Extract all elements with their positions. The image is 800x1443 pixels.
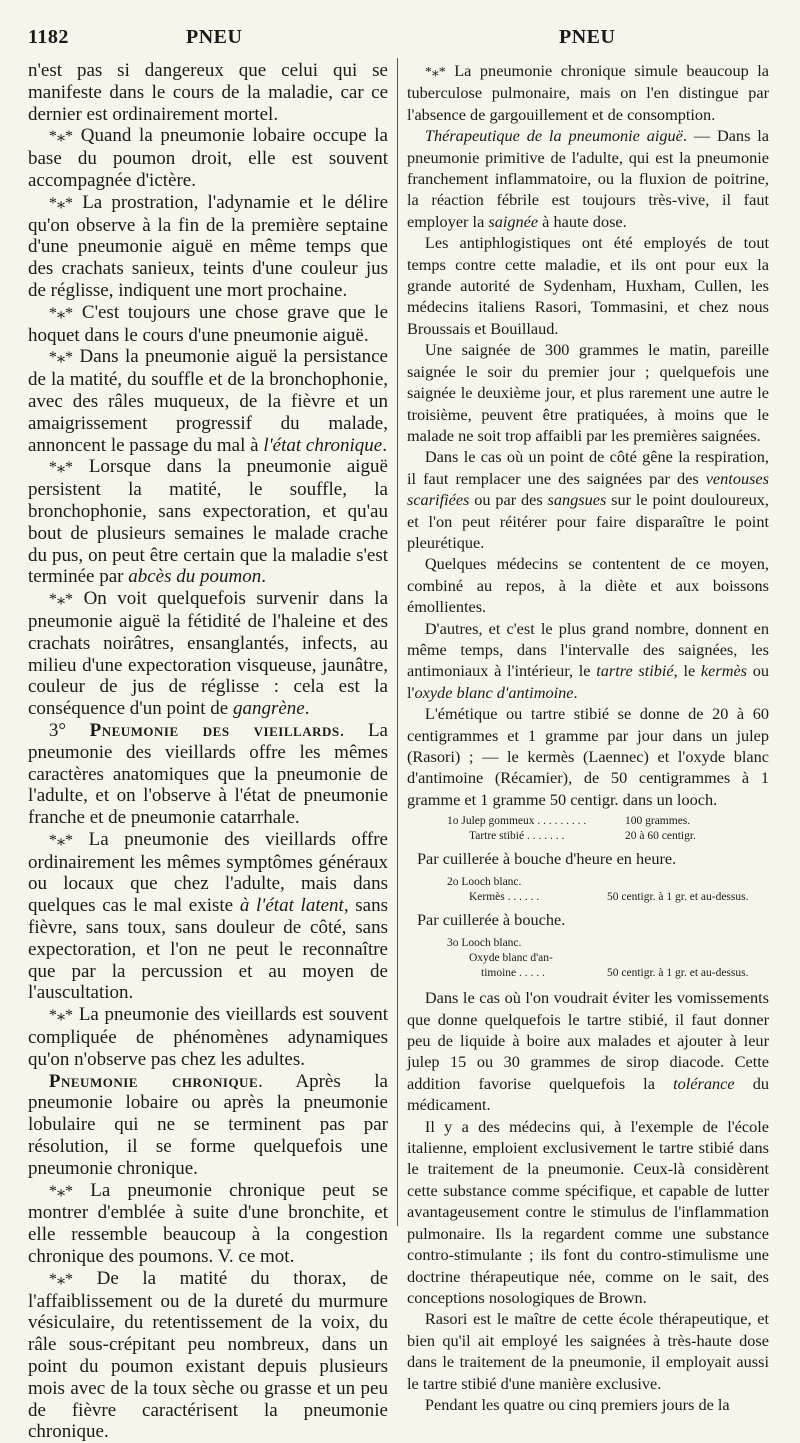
text-run: On voit quelquefois survenir dans la pneumonie aiguë la fétidité de l'haleine et des crachats noirâtres, ensanglantés, infects, au milieu d'une expectoration visqueuse, jaunâtre, couleur de jus de réglisse : cela est la conséquence d'un point de xyxy=(28,588,388,720)
text-run: l'état chronique xyxy=(263,434,383,456)
paragraph xyxy=(407,1116,769,1309)
text-run: ventouses scarifiées xyxy=(407,468,769,510)
section-heading-paragraph xyxy=(28,1071,388,1180)
text-run: *⁎* xyxy=(48,128,74,146)
text-run: *⁎* xyxy=(48,304,74,322)
text-run: gangrène xyxy=(232,698,305,720)
paragraph xyxy=(28,125,388,191)
paragraph xyxy=(28,1004,388,1070)
section-heading-paragraph xyxy=(28,720,388,829)
paragraph xyxy=(28,346,388,456)
text-run: Rasori est le maître de cette école thérapeutique, et bien qu'il ait employé les saignées à très-haute dose dans le traitement de la pneumonie, il employait aussi le tartre stibié d'une manière exclusive. xyxy=(407,1309,769,1393)
text-run: 2o Looch blanc. xyxy=(447,876,522,889)
text-run: timoine xyxy=(481,967,517,980)
paragraph xyxy=(407,339,769,446)
left-column xyxy=(28,60,388,1443)
text-run: . xyxy=(261,566,266,588)
text-run: Quand la pneumonie lobaire occupe la base du poumon droit, elle est souvent accompagnée d'ictère. xyxy=(28,125,388,191)
text-run: . xyxy=(304,698,310,720)
text-run: Lorsque dans la pneumonie aiguë persistent la matité, le souffle, la bronchophonie, sans expectoration, et qu'au bout de plusieurs semaines le malade crache du pus, on peut être certain que la maladie s'est terminée par xyxy=(28,456,388,588)
text-run: . — Dans la pneumonie primitive de l'adulte, qui est la pneumonie franchement inflammatoire, ou la fluxion de poitrine, la réaction fébrile est toujours très-vive, il faut employer la xyxy=(407,126,769,231)
prescription-3 xyxy=(407,936,769,981)
prescription-line xyxy=(407,936,769,951)
text-run: *⁎* xyxy=(424,64,446,79)
text-run: 1o Julep gommeux xyxy=(447,815,535,828)
text-run: tolérance xyxy=(673,1073,735,1093)
text-run: . . . . . . xyxy=(507,891,540,904)
text-run: *⁎* xyxy=(48,831,74,849)
prescription-2 xyxy=(407,875,769,930)
text-run: du médicament. xyxy=(407,1073,769,1115)
text-run: 50 centigr. à 1 gr. et au-dessus. xyxy=(607,891,749,904)
text-run: , le xyxy=(673,661,701,681)
prescription-line xyxy=(407,829,769,844)
text-run: *⁎* xyxy=(48,194,74,212)
paragraph xyxy=(28,1268,388,1443)
paragraph xyxy=(28,302,388,347)
paragraph xyxy=(407,1394,769,1415)
text-run: La pneumonie des vieillards offre ordinairement les mêmes symptômes généraux ou locaux que chez l'adulte, mais dans quelques cas le mal existe xyxy=(28,828,388,917)
paragraph xyxy=(407,618,769,704)
text-run: . . . . . . . xyxy=(526,830,565,843)
text-run: à l'état latent xyxy=(239,895,344,917)
section-heading-paragraph xyxy=(407,125,769,232)
prescription-1 xyxy=(407,814,769,869)
text-run: kermès xyxy=(700,661,748,681)
text-run: *⁎* xyxy=(48,349,74,367)
text-run: La pneumonie des vieillards est souvent compliquée de phénomènes adynamiques qu'on n'observe pas chez les adultes. xyxy=(28,1004,388,1070)
text-run: Dans le cas où un point de côté gêne la respiration, il faut remplacer une des saignées par des xyxy=(407,447,769,488)
paragraph xyxy=(407,703,769,810)
text-run: ou l' xyxy=(407,661,769,702)
text-run: L'émétique ou tartre stibié se donne de 20 à 60 centigrammes et 1 gramme par jour dans un julep (Rasori) ; — le kermès (Laennec) et l'oxyde blanc d'antimoine (Récamier), de 50 centigrammes à 1 gramme et 1 gramme 50 centigr. dans un looch. xyxy=(407,704,769,809)
paragraph xyxy=(407,446,769,553)
paragraph xyxy=(28,588,388,720)
text-run: *⁎* xyxy=(48,591,74,609)
text-run: Kermès xyxy=(469,891,505,904)
paragraph xyxy=(407,1308,769,1394)
text-run: D'autres, et c'est le plus grand nombre, donnent en même temps, dans l'intervalle des saignées, les antimoniaux à l'intérieur, le xyxy=(407,618,769,681)
text-run: Pendant les quatre ou cinq premiers jours de la xyxy=(424,1394,730,1414)
text-run: 50 centigr. à 1 gr. et au-dessus. xyxy=(607,967,749,980)
text-run: Dans le cas où l'on voudrait éviter les vomissements que donne quelquefois le tartre stibié, il faut donner peu de liquide à boire aux malades et ajouter à leur julep 15 ou 30 grammes de sirop diacode. Cette addition favorise quelquefois la xyxy=(407,988,769,1093)
text-run: Quelques médecins se contentent de ce moyen, combiné au repos, à la diète et aux boissons émollientes. xyxy=(407,554,769,617)
text-run: La pneumonie chronique simule beaucoup la tuberculose pulmonaire, mais on l'en distingue par l'absence de gargouillement et de consomption. xyxy=(407,61,769,124)
paragraph xyxy=(407,232,769,339)
text-run: . xyxy=(573,682,578,702)
column-divider xyxy=(397,58,398,1226)
paragraph xyxy=(28,192,388,302)
text-run: . . . . . xyxy=(519,967,545,980)
text-run: Tartre stibié xyxy=(469,830,525,843)
prescription-line xyxy=(407,951,769,966)
text-run: n'est pas si dangereux que celui qui se manifeste dans le cours de la maladie, car ce dernier est ordinairement mortel. xyxy=(28,60,388,125)
text-run: *⁎* xyxy=(48,1182,74,1200)
paragraph xyxy=(28,60,388,125)
text-run: 3o Looch blanc. xyxy=(447,937,522,950)
paragraph xyxy=(28,1180,388,1268)
paragraph xyxy=(407,553,769,617)
running-head-right: PNEU xyxy=(559,26,616,48)
text-run: saignée xyxy=(488,211,539,231)
section-heading: Pneumonie chronique xyxy=(48,1070,259,1092)
text-run: sangsues xyxy=(547,490,607,510)
text-run: 100 grammes. xyxy=(625,815,691,828)
text-run: . La pneumonie des vieillards offre les mêmes caractères anatomiques que la pneumonie de l'adulte, et on l'observe à l'état de pneumonie franche et de pneumonie catarrhale. xyxy=(28,719,388,829)
prescription-line xyxy=(407,814,769,829)
text-run: Une saignée de 300 grammes le matin, pareille saignée le soir du premier jour ; quelquefois une saignée le deuxième jour, et plus rarement une autre le troisième, peuvent être pratiquées, à moins que le malade ne soit trop affaibli par les premières saignées. xyxy=(407,340,769,445)
text-run: à haute dose. xyxy=(538,211,627,231)
text-run: 20 à 60 centigr. xyxy=(625,830,696,843)
text-run: abcès du poumon xyxy=(128,566,262,588)
text-run: ou par des xyxy=(469,490,548,510)
text-run: *⁎* xyxy=(48,459,74,477)
prescription-instruction: Par cuillerée à bouche. xyxy=(417,910,566,930)
text-run: Oxyde blanc d'an- xyxy=(469,952,553,965)
paragraph xyxy=(28,829,388,1004)
text-run: . xyxy=(382,434,387,456)
prescription-line xyxy=(407,875,769,890)
text-run: Il y a des médecins qui, à l'exemple de l'école italienne, emploient exclusivement le tartre stibié dans le traitement de la pneumonie. Ceux-là considèrent cette substance comme spécifique, et capable de lutter avantageusement contre le stimulus de l'inflammation pulmonaire. Ils la regardent comme une substance contro-stimulante ; ils font du contro-stimulisme une doctrine thérapeutique née, comme on le sait, des conceptions nosologiques de Brown. xyxy=(407,1116,769,1307)
right-column xyxy=(407,60,769,1415)
text-run: La prostration, l'adynamie et le délire qu'on observe à la fin de la première septaine d'une pneumonie aiguë en même temps que des crachats sanieux, teints d'une couleur jus de réglisse, indiquent une mort prochaine. xyxy=(28,191,388,301)
text-run: oxyde blanc d'antimoine xyxy=(414,682,574,702)
text-run: Dans la pneumonie aiguë la persistance de la matité, du souffle et de la bronchophonie, avec des râles muqueux, de la fièvre et un amaigrissement progressif du malade, annoncent le passage du mal à xyxy=(28,346,388,456)
text-run: *⁎* xyxy=(48,1270,74,1288)
paragraph xyxy=(407,987,769,1115)
prescription-line xyxy=(407,890,769,905)
text-run: C'est toujours une chose grave que le hoquet dans le cours d'une pneumonie aiguë. xyxy=(28,301,389,346)
text-run: tartre stibié xyxy=(596,661,674,681)
text-run: sur le point douloureux, et l'on peut réitérer pour faire disparaître le point pleurétique. xyxy=(407,490,769,552)
page-number: 1182 xyxy=(28,26,69,48)
paragraph xyxy=(407,60,769,125)
prescription-instruction: Par cuillerée à bouche d'heure en heure. xyxy=(417,849,677,869)
text-run: . Après la pneumonie lobaire ou après la pneumonie lobulaire qui ne se terminent pas par résolution, il se forme quelquefois une pneumonie chronique. xyxy=(28,1070,388,1179)
prescription-line xyxy=(407,966,769,981)
section-heading: Thérapeutique de la pneumonie aiguë xyxy=(424,126,683,146)
running-head-left: PNEU xyxy=(186,26,243,48)
paragraph xyxy=(28,456,388,588)
text-run: La pneumonie chronique peut se montrer d'emblée à suite d'une bronchite, et elle ressemble beaucoup à la congestion chronique des poumons. V. ce mot. xyxy=(28,1179,388,1268)
text-run: 3° xyxy=(48,719,66,741)
text-run: *⁎* xyxy=(48,1007,74,1025)
text-run: De la matité du thorax, de l'affaiblissement ou de la dureté du murmure vésiculaire, du retentissement de la voix, du râle sous-crépitant peu nombreux, dans un point du poumon existant depuis plusieurs mois avec de la toux sèche ou grasse et un peu de fièvre caractérisent la pneumonie chronique. xyxy=(28,1267,389,1443)
text-run: Les antiphlogistiques ont été employés de tout temps contre cette maladie, et ils ont pour eux la grande autorité de Sydenham, Huxham, Cullen, les médecins italiens Rasori, Tommasini, et chez nous Broussais et Bouillaud. xyxy=(407,233,769,338)
text-run: . . . . . . . . . xyxy=(537,815,587,828)
section-heading: Pneumonie des vieillards xyxy=(89,719,340,741)
text-run: , sans fièvre, sans toux, sans douleur de côté, sans expectoration, et l'on ne peut le reconnaître que par la percussion et au moyen de l'auscultation. xyxy=(28,895,388,1004)
